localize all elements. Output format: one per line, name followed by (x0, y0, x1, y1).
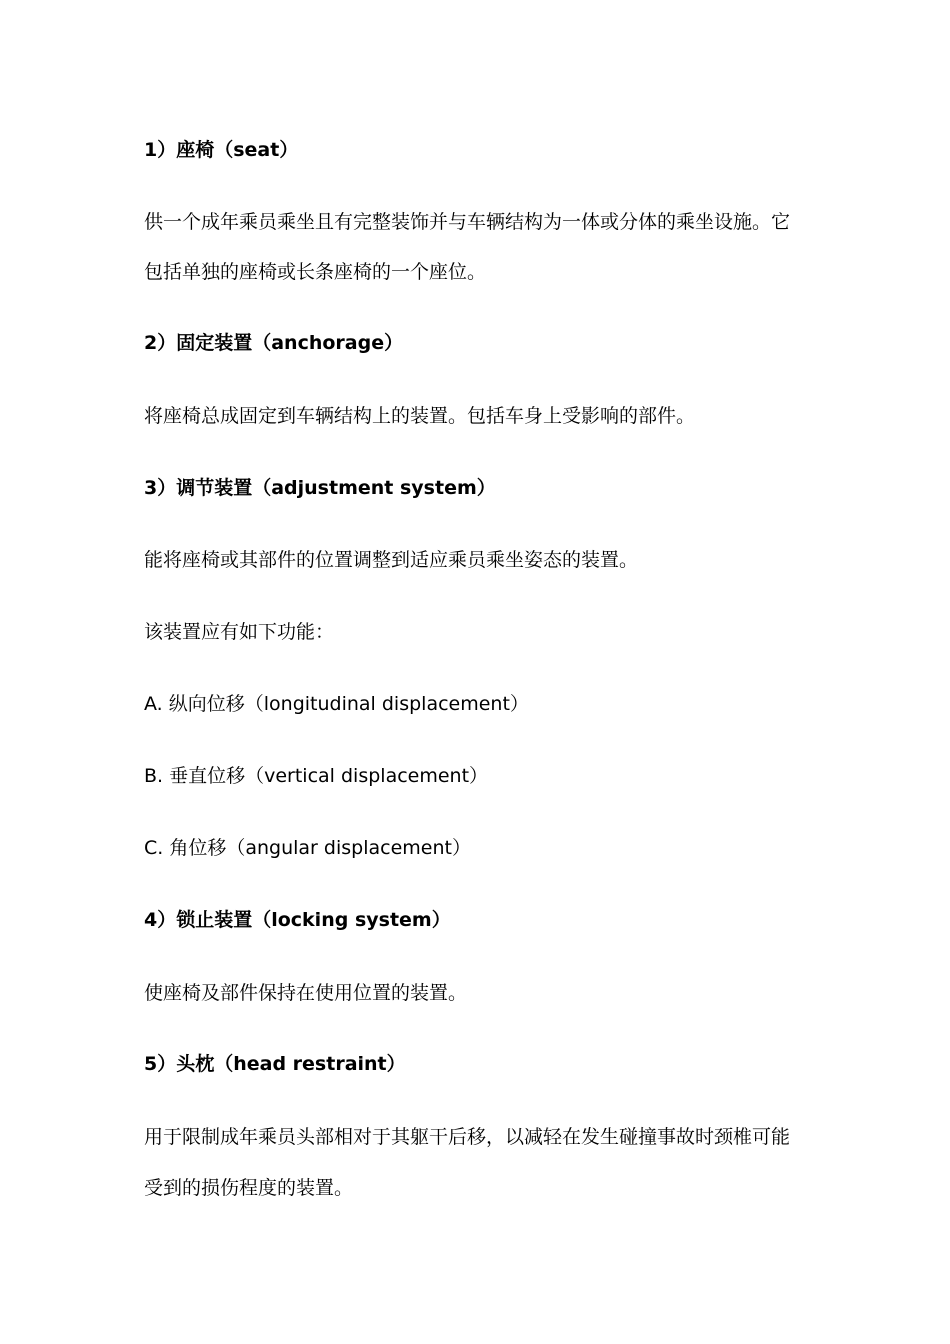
list-item: C. 角位移（angular displacement） (144, 837, 471, 859)
paragraph-line: 用于限制成年乘员头部相对于其躯干后移，以减轻在发生碰撞事故时颈椎可能 (144, 1126, 791, 1148)
list-item: A. 纵向位移（longitudinal displacement） (144, 693, 529, 715)
paragraph-line: 能将座椅或其部件的位置调整到适应乘员乘坐姿态的装置。 (144, 549, 639, 571)
paragraph-line: 供一个成年乘员乘坐且有完整装饰并与车辆结构为一体或分体的乘坐设施。它 (144, 211, 791, 233)
section-heading-head-restraint: 5）头枕（head restraint） (144, 1053, 406, 1075)
paragraph-line: 将座椅总成固定到车辆结构上的装置。包括车身上受影响的部件。 (144, 405, 696, 427)
section-heading-locking-system: 4）锁止装置（locking system） (144, 909, 451, 931)
paragraph-line: 该装置应有如下功能： (144, 621, 335, 643)
section-heading-adjustment-system: 3）调节装置（adjustment system） (144, 477, 496, 499)
paragraph-line: 包括单独的座椅或长条座椅的一个座位。 (144, 261, 487, 283)
paragraph-line: 使座椅及部件保持在使用位置的装置。 (144, 982, 468, 1004)
list-item: B. 垂直位移（vertical displacement） (144, 765, 489, 787)
section-heading-seat: 1）座椅（seat） (144, 139, 299, 161)
paragraph-line: 受到的损伤程度的装置。 (144, 1177, 354, 1199)
section-heading-anchorage: 2）固定装置（anchorage） (144, 332, 404, 354)
